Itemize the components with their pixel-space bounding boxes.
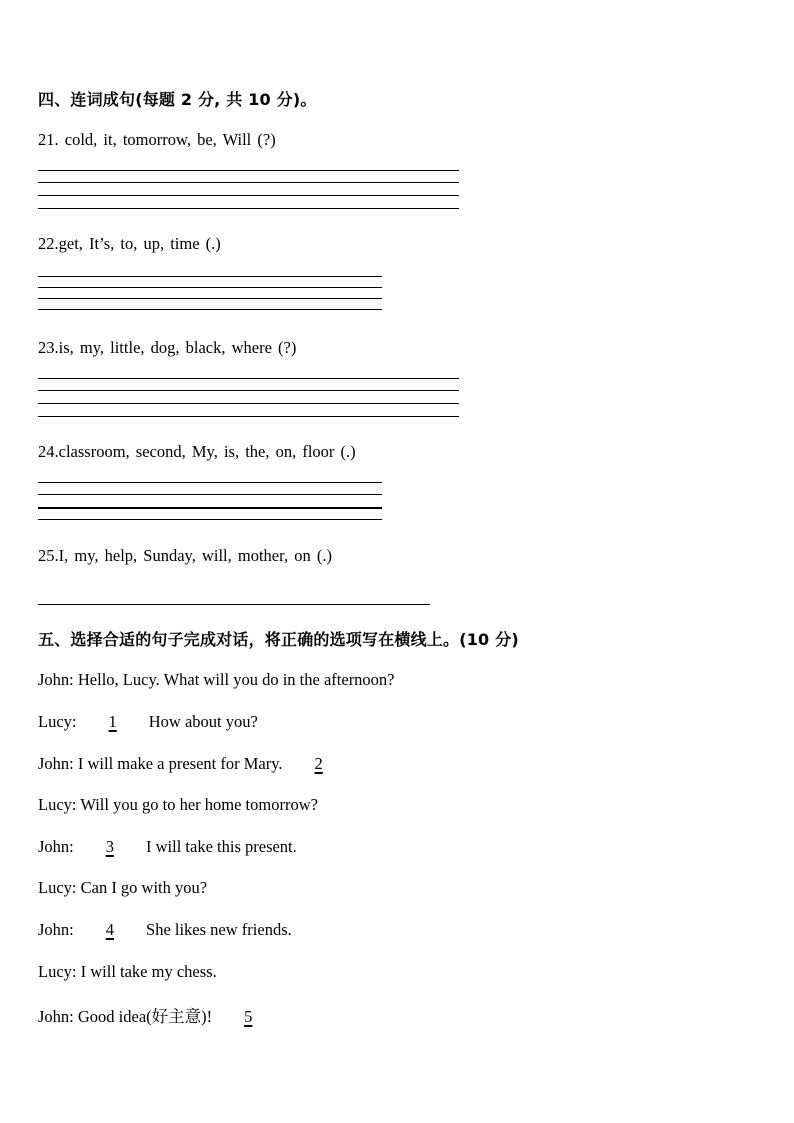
dialogue-line-8	[38, 962, 217, 982]
dialogue-text: She likes new friends.	[141, 920, 292, 939]
dialogue-line-7	[38, 920, 292, 940]
answer-line	[38, 298, 382, 299]
answer-line	[38, 170, 459, 171]
blank-2[interactable]: 2	[314, 754, 323, 773]
dialogue-text: Lucy:	[38, 712, 81, 731]
answer-line	[38, 519, 382, 520]
dialogue-text: Lucy: Can I go with you?	[38, 878, 208, 897]
section-5-heading: 五、选择合适的句子完成对话，将正确的选项写在横线上。(10 分)	[38, 630, 519, 649]
answer-line	[38, 208, 459, 209]
dialogue-line-3	[38, 754, 351, 774]
dialogue-text: Lucy: Will you go to her home tomorrow?	[38, 795, 318, 814]
answer-line	[38, 482, 382, 483]
dialogue-text: John: I will make a present for Mary.	[38, 754, 287, 773]
answer-line	[38, 378, 459, 379]
question-24: 24.classroom, second, My, is, the, on, floor (.)	[38, 442, 356, 461]
dialogue-text: I will take this present.	[141, 837, 297, 856]
blank-1[interactable]: 1	[108, 712, 117, 731]
answer-line	[38, 494, 382, 495]
question-23: 23.is, my, little, dog, black, where (?)	[38, 338, 297, 357]
answer-line	[38, 604, 430, 605]
answer-line	[38, 403, 459, 404]
dialogue-text: John:	[38, 920, 78, 939]
dialogue-line-2	[38, 712, 258, 732]
question-25: 25.I, my, help, Sunday, will, mother, on (.)	[38, 546, 332, 565]
answer-line	[38, 390, 459, 391]
answer-line	[38, 416, 459, 417]
dialogue-text: Lucy: I will take my chess.	[38, 962, 217, 981]
answer-line	[38, 507, 382, 509]
dialogue-line-6	[38, 878, 207, 898]
answer-line	[38, 309, 382, 310]
blank-5[interactable]: 5	[244, 1007, 253, 1026]
question-22: 22.get, It’s, to, up, time (.)	[38, 234, 221, 253]
answer-line	[38, 276, 382, 277]
dialogue-line-1	[38, 670, 395, 690]
dialogue-text: John: Hello, Lucy. What will you do in the afternoon?	[38, 670, 395, 689]
dialogue-line-5	[38, 837, 297, 857]
dialogue-text: How about you?	[144, 712, 258, 731]
answer-line	[38, 182, 459, 183]
blank-3[interactable]: 3	[105, 837, 115, 856]
answer-line	[38, 195, 459, 196]
question-21: 21. cold, it, tomorrow, be, Will (?)	[38, 130, 276, 149]
section-4-heading: 四、连词成句(每题 2 分, 共 10 分)。	[38, 90, 317, 109]
dialogue-line-4	[38, 795, 318, 815]
blank-4[interactable]: 4	[105, 920, 115, 939]
dialogue-text: John: Good idea(好主意)!	[38, 1007, 217, 1026]
dialogue-text: John:	[38, 837, 78, 856]
dialogue-line-9	[38, 1003, 280, 1027]
answer-line	[38, 287, 382, 288]
